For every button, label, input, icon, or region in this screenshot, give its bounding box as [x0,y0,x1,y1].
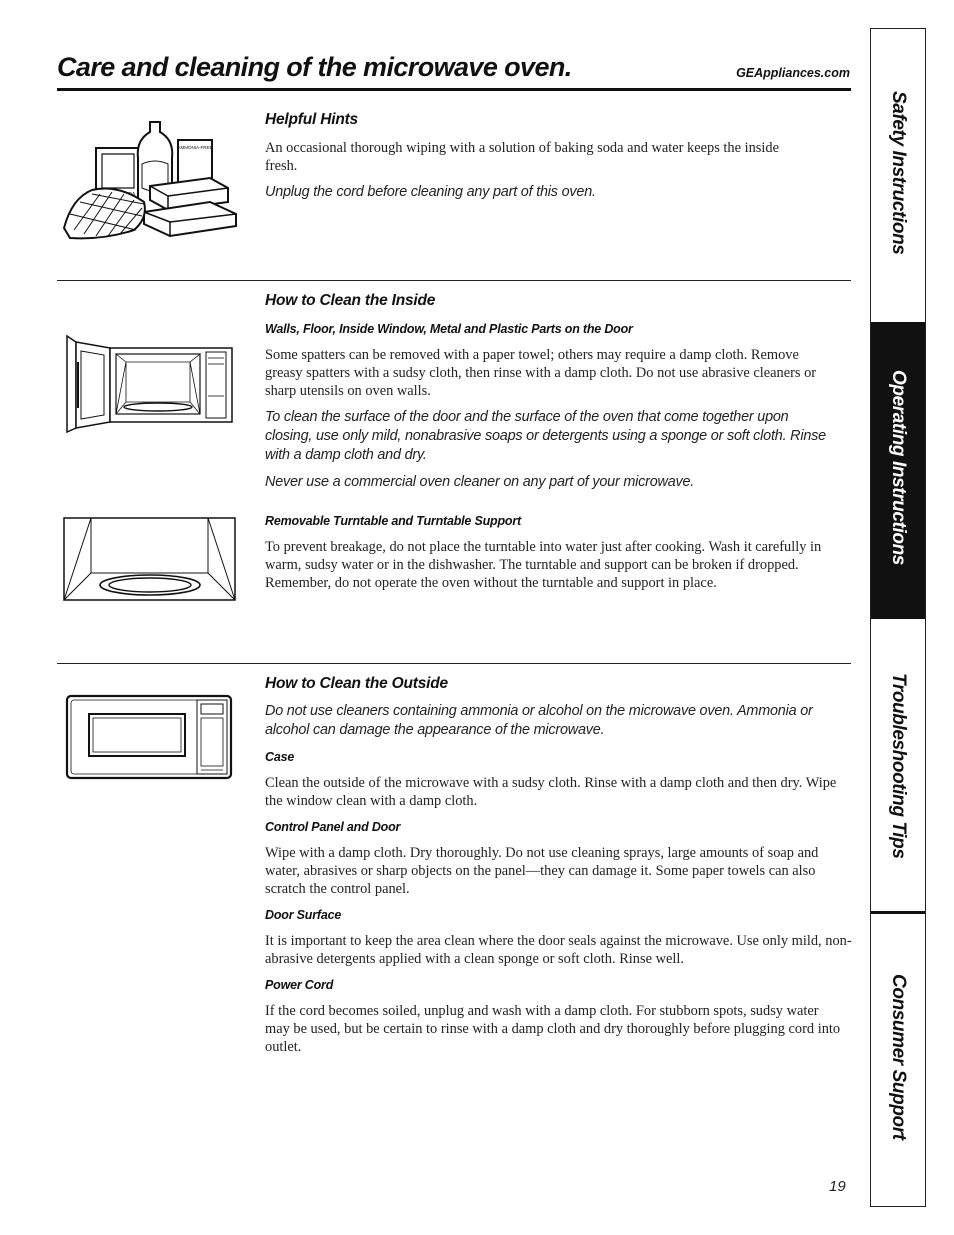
turntable-section [265,514,851,592]
page-title: Care and cleaning of the microwave oven. [57,52,572,82]
helpful-hints-heading: Helpful Hints [265,111,358,128]
walls-body: Some spatters can be removed with a paper towel; others may require a damp cloth. Remove greasy spatters with a sudsy cloth, then rinse with a damp cloth. Do not use abrasive cleaners or sharp utensils on oven walls. [265,347,817,399]
tab-label: Troubleshooting Tips [888,673,909,859]
case-body: Clean the outside of the microwave with a sudsy cloth. Rinse with a damp cloth and then dry. Wipe the window clean with a damp cloth. [265,775,837,809]
clean-outside-section [265,675,851,1056]
clean-inside-section [265,292,851,492]
clean-outside-heading: How to Clean the Outside [265,675,448,692]
turntable-heading: Removable Turntable and Turntable Support [265,514,521,528]
control-panel-body: Wipe with a damp cloth. Dry thoroughly. Do not use cleaning sprays, large amounts of soap and water, abrasives or sharp objects on the panel—they can damage it. Some paper towels can also scratch the control panel. [265,845,819,897]
section-divider [57,280,851,281]
case-heading: Case [265,750,295,764]
tab-operating-instructions[interactable] [871,322,925,619]
header-rule [57,88,851,91]
closed-microwave-illustration [65,694,235,780]
website-link[interactable]: GEAppliances.com [736,66,850,80]
power-cord-heading: Power Cord [265,978,334,992]
ammonia-free-label: AMMONIA-FREE [177,145,213,150]
helpful-hints-body: An occasional thorough wiping with a solution of baking soda and water keeps the inside fresh. [265,140,779,174]
walls-heading: Walls, Floor, Inside Window, Metal and Plastic Parts on the Door [265,322,633,336]
turntable-body: To prevent breakage, do not place the turntable into water just after cooking. Wash it carefully in warm, sudsy water or in the dishwasher. The turntable and support can be broken if dropped. Remember, do not operate the oven without the turntable and support in place. [265,539,822,591]
tab-label: Consumer Support [888,974,909,1140]
tab-safety-instructions[interactable] [871,29,925,322]
section-tabs [870,28,926,1207]
section-divider [57,663,851,664]
walls-note-oven-cleaner: Never use a commercial oven cleaner on any part of your microwave. [265,474,695,490]
cleaning-supplies-illustration [60,118,240,242]
walls-note-door-surface: To clean the surface of the door and the surface of the oven that come together upon closing, use only mild, nonabrasive soaps or detergents using a sponge or soft cloth. Rinse with a damp cloth and dry. [265,409,826,463]
door-surface-body: It is important to keep the area clean where the door seals against the microwave. Use only mild, non-abrasive detergents applied with a clean sponge or soft cloth. Rinse well. [265,933,852,967]
tab-troubleshooting-tips[interactable] [871,619,925,911]
clean-inside-heading: How to Clean the Inside [265,292,436,309]
tab-label: Safety Instructions [888,91,909,255]
power-cord-body: If the cord becomes soiled, unplug and wash with a damp cloth. For stubborn spots, sudsy water may be used, but be certain to rinse with a damp cloth and dry thoroughly before plugging cord into outlet. [265,1003,841,1055]
page-number: 19 [829,1178,846,1195]
helpful-hints-section [265,111,851,202]
clean-outside-warning: Do not use cleaners containing ammonia or alcohol on the microwave oven. Ammonia or alcohol can damage the appearance of the microwave. [265,703,813,738]
open-microwave-illustration [64,332,234,434]
helpful-hints-note: Unplug the cord before cleaning any part of this oven. [265,184,596,200]
tab-consumer-support[interactable] [871,914,925,1206]
control-panel-heading: Control Panel and Door [265,820,401,834]
turntable-illustration [63,517,237,603]
tab-label: Operating Instructions [888,370,909,565]
door-surface-heading: Door Surface [265,908,342,922]
